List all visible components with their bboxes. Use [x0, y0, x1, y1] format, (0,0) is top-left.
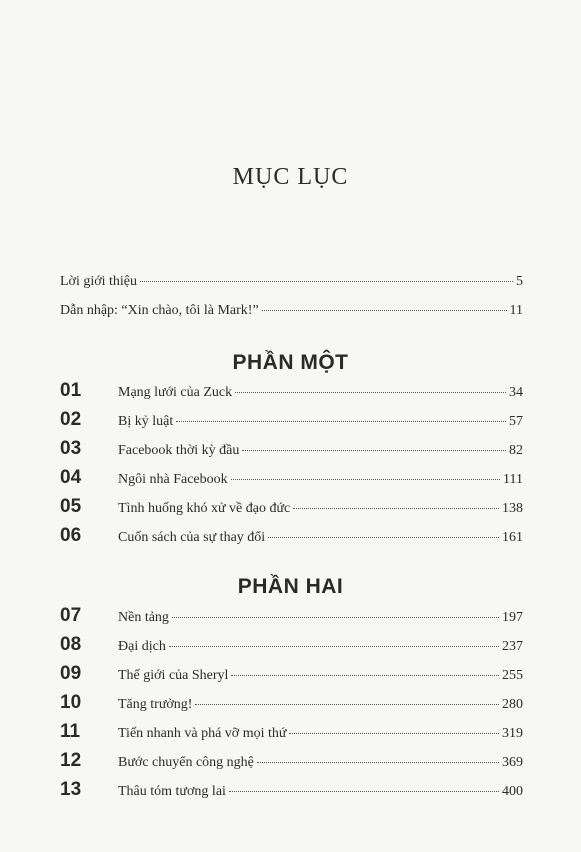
chapter-title: Facebook thời kỳ đầu: [118, 443, 240, 458]
chapter-page: 34: [509, 385, 523, 400]
chapter-page: 82: [509, 443, 523, 458]
chapter-title: Bước chuyển công nghệ: [118, 755, 254, 770]
dot-leader: [169, 646, 499, 647]
chapter-row: [60, 409, 523, 435]
chapter-page: 138: [502, 501, 523, 516]
chapter-number: 04: [60, 467, 82, 488]
chapter-row: [60, 605, 523, 631]
chapter-number: 08: [60, 634, 82, 655]
chapter-title: Tăng trưởng!: [118, 697, 193, 712]
entry-title: Dẫn nhập: “Xin chào, tôi là Mark!”: [60, 303, 259, 318]
chapter-number: 01: [60, 380, 82, 401]
chapter-number: 03: [60, 438, 82, 459]
chapter-page: 197: [502, 610, 523, 625]
dot-leader: [172, 617, 499, 618]
chapter-page: 369: [502, 755, 523, 770]
entry-page: 11: [509, 303, 523, 318]
chapter-row: [60, 779, 523, 805]
chapter-title: Cuốn sách của sự thay đổi: [118, 530, 266, 545]
chapter-page: 400: [502, 784, 523, 799]
chapter-page: 161: [502, 530, 523, 545]
dot-leader: [242, 450, 506, 451]
dot-leader: [293, 508, 499, 509]
toc-entry-introduction: [60, 274, 523, 298]
chapter-page: 237: [502, 639, 523, 654]
toc-entry-preface: [60, 303, 523, 327]
page-title: MỤC LỤC: [232, 164, 349, 190]
chapter-title: Thế giới của Sheryl: [118, 668, 229, 683]
chapter-title: Tình huống khó xử về đạo đức: [118, 501, 291, 516]
chapter-page: 280: [502, 697, 523, 712]
chapter-number: 10: [60, 692, 82, 713]
chapter-page: 255: [502, 668, 523, 683]
chapter-row: [60, 525, 523, 551]
chapter-row: [60, 496, 523, 522]
dot-leader: [289, 733, 499, 734]
chapter-number: 02: [60, 409, 82, 430]
entry-title: Lời giới thiệu: [60, 274, 138, 289]
chapter-number: 09: [60, 663, 82, 684]
dot-leader: [176, 421, 506, 422]
chapter-number: 12: [60, 750, 82, 771]
dot-leader: [235, 392, 506, 393]
chapter-title: Mạng lưới của Zuck: [118, 385, 233, 400]
chapter-number: 13: [60, 779, 82, 800]
chapter-number: 11: [60, 721, 81, 742]
dot-leader: [140, 281, 513, 282]
part-heading-one: PHẦN MỘT: [232, 351, 349, 374]
dot-leader: [268, 537, 499, 538]
chapter-title: Thâu tóm tương lai: [118, 784, 226, 799]
dot-leader: [229, 791, 499, 792]
dot-leader: [257, 762, 499, 763]
chapter-row: [60, 634, 523, 660]
chapter-title: Ngôi nhà Facebook: [118, 472, 228, 487]
chapter-number: 06: [60, 525, 82, 546]
part-heading-two: PHẦN HAI: [237, 575, 344, 598]
dot-leader: [231, 479, 500, 480]
chapter-title: Bị kỷ luật: [118, 414, 174, 429]
dot-leader: [262, 310, 507, 311]
chapter-number: 07: [60, 605, 82, 626]
chapter-page: 57: [509, 414, 523, 429]
chapter-row: [60, 692, 523, 718]
chapter-title: Đại dịch: [118, 639, 166, 654]
chapter-row: [60, 380, 523, 406]
chapter-page: 111: [503, 472, 523, 487]
dot-leader: [231, 675, 499, 676]
chapter-number: 05: [60, 496, 82, 517]
chapter-row: [60, 721, 523, 747]
chapter-title: Nền tảng: [118, 610, 169, 625]
chapter-page: 319: [502, 726, 523, 741]
chapter-title: Tiến nhanh và phá vỡ mọi thứ: [118, 726, 287, 741]
dot-leader: [195, 704, 499, 705]
chapter-row: [60, 663, 523, 689]
entry-page: 5: [516, 274, 523, 289]
chapter-row: [60, 467, 523, 493]
chapter-row: [60, 438, 523, 464]
chapter-row: [60, 750, 523, 776]
